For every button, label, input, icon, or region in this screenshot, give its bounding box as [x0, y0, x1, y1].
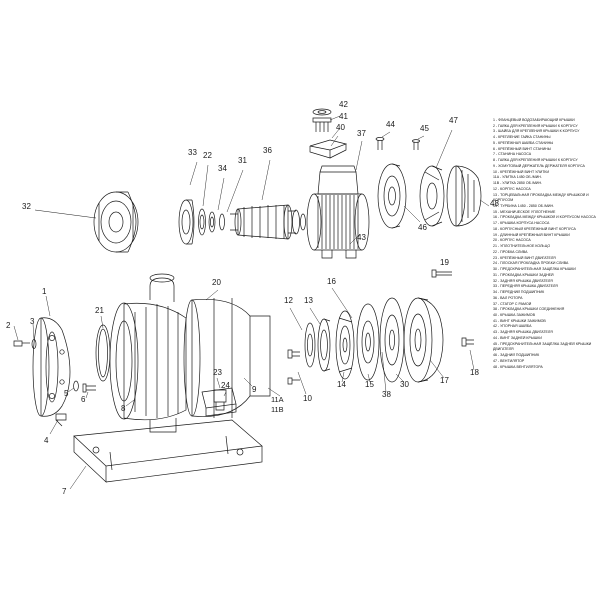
legend-item: 30 - ПРЕДОХРАНИТЕЛЬНАЯ ЗАЩЁЛКА КРЫШКИ	[493, 267, 576, 272]
legend-item: 22 - ПРОБКА СЛИВА	[493, 249, 528, 254]
callout-2: 2	[6, 321, 11, 330]
callout-6: 6	[81, 395, 86, 404]
legend-item: 18 - КОРПУСНЫЙ КРЕПЁЖНЫЙ ВИНТ КОРПУСА	[493, 226, 576, 231]
legend-item: 2 - ГАЙКА ДЛЯ КРЕПЛЕНИЯ КРЫШКИ К КОРПУСУ	[493, 123, 578, 128]
callout-3: 3	[30, 317, 35, 326]
callout-20: 20	[212, 278, 221, 287]
part-22-bearing-washer	[199, 209, 206, 235]
callout-22: 22	[203, 151, 212, 160]
callout-30: 30	[400, 380, 409, 389]
legend-item: 47 - ВЕНТИЛЯТОР	[493, 358, 525, 363]
callout-15: 15	[365, 380, 374, 389]
legend-item: 44 - ВИНТ ЗАДНЕЙ КРЫШКИ	[493, 335, 542, 340]
legend-item: 23 - КРЕПЁЖНЫЙ ВИНТ ДВИГАТЕЛЯ	[493, 255, 556, 260]
callout-41: 41	[339, 112, 348, 121]
part-46-rear-bearing-cover	[378, 164, 406, 228]
legend-item: 45 - ПРЕДОХРАНИТЕЛЬНАЯ ЗАЩЁЛКА ЗАДНЕЙ КРЫШКИ ДВИГАТЕЛЯ	[493, 341, 592, 352]
callout-48: 48	[490, 199, 499, 208]
legend-item: 24 - ПЛОСКАЯ ПРОКЛАДКА ПРОБКИ СЛИВА	[493, 261, 569, 266]
legend-item: 42 - УПОРНАЯ ШАЙБА	[493, 324, 532, 329]
part-6-base-screw	[83, 384, 96, 392]
part-13-face-gasket	[318, 319, 330, 371]
legend-item: 31 - ПРОКЛАДКА КРЫШКИ ЗАДНЕЙ	[493, 272, 554, 277]
callout-36: 36	[263, 146, 272, 155]
legend-item: 3 - ШАЙБА ДЛЯ КРЕПЛЕНИЯ КРЫШКИ К КОРПУСУ	[493, 129, 580, 134]
part-1-flange-cover	[33, 318, 70, 417]
legend-item: 7 - СТАНИНА НАСОСА	[493, 152, 532, 157]
callout-4: 4	[44, 436, 49, 445]
legend-item: 32 - ЗАДНЯЯ КРЫШКА ДВИГАТЕЛЯ	[493, 278, 553, 283]
part-18-cover-screw	[462, 338, 474, 346]
legend-item: 10 - КРЕПЁЖНЫЙ ВИНТ УЛИТКИ	[493, 169, 550, 174]
legend-item: 41 - ВИНТ КРЫШКИ ЗАЖИМОВ	[493, 318, 546, 323]
legend-item: 4 - КРЕПЛЕНИЕ ГАЙКА СТАНИНЫ	[493, 135, 551, 140]
part-10-volute-screw	[288, 350, 300, 384]
callout-9: 9	[252, 385, 257, 394]
part-5-base-washer	[74, 381, 79, 391]
legend-item: 5 - КРЕПЁЖНАЯ ШАЙБА СТАНИНЫ	[493, 140, 554, 145]
part-37-stator-frame	[307, 166, 369, 258]
legend-item: 46 - ЗАДНИЙ ПОДШИПНИК	[493, 353, 540, 358]
legend-item: 40 - КРЫШКА ЗАЖИМОВ	[493, 312, 535, 317]
callout-38: 38	[382, 390, 391, 399]
callout-10: 10	[303, 394, 312, 403]
callout-7: 7	[62, 487, 67, 496]
callout-34: 34	[218, 164, 227, 173]
part-19-long-cover-screw	[432, 270, 452, 277]
callout-43: 43	[357, 233, 366, 242]
legend-item: 17 - КРЫШКА КОРПУСА НАСОСА	[493, 221, 550, 226]
callout-33: 33	[188, 148, 197, 157]
callout-47: 47	[449, 116, 458, 125]
legend-item: 34 - ПЕРЕДНИЙ ПОДШИПНИК	[493, 290, 545, 295]
part-34-front-bearing	[209, 212, 215, 232]
part-7-pump-base	[74, 420, 262, 482]
legend-item: 48 - КРЫШКА ВЕНТИЛЯТОРА	[493, 364, 543, 369]
legend-item: 11B - УЛИТКА 2850 ОБ./МИН.	[493, 181, 543, 186]
callout-17: 17	[440, 376, 449, 385]
part-32-rear-motor-cover	[94, 192, 138, 252]
callout-40: 40	[336, 123, 345, 132]
callout-21: 21	[95, 306, 104, 315]
legend-item: 1 - ФЛАНЦЕВЫЙ ВОДОЗАБИРАЮЩИЙ КРЫШКИ	[493, 118, 575, 122]
part-21-sealing-ring	[96, 325, 110, 381]
callout-11a: 11A	[271, 395, 284, 404]
legend-item: 9 - ХОМУТОВЫЙ ДЕРЖАТЕЛЬ ДЕРЖАТЕЛЯ КОРПУСА	[493, 163, 585, 168]
callout-24: 24	[221, 381, 230, 390]
callout-46: 46	[418, 223, 427, 232]
part-20-volute-shell	[184, 298, 270, 418]
part-14-turbine-impeller	[336, 311, 354, 379]
callout-1: 1	[42, 287, 47, 296]
callout-23: 23	[213, 368, 222, 377]
part-33-front-motor-cover	[179, 200, 194, 244]
legend-item: 38 - ПРОКЛАДКА КРЫШКИ СОЕДИНЕНИЯ	[493, 307, 565, 312]
part-15-mechanical-seal	[357, 304, 379, 380]
legend-item: 33 - ПЕРЕДНЯЯ КРЫШКА ДВИГАТЕЛЯ	[493, 284, 558, 289]
legend-item: 36 - ВАЛ РОТОРА	[493, 295, 523, 300]
callout-31: 31	[238, 156, 247, 165]
callout-18: 18	[470, 368, 479, 377]
callout-14: 14	[337, 380, 346, 389]
part-12-pump-body	[305, 323, 315, 367]
legend-item: 11A - УЛИТКА 1450 ОБ./МИН.	[493, 175, 542, 180]
legend-item: 37 - СТАТОР С РАМОЙ	[493, 301, 532, 306]
legend-item: 13 - ТОРЦЕВАЛЬНАЯ ПРОКЛАДКА МЕЖДУ КРЫШКОЙ И КОРПУСОМ	[493, 192, 589, 203]
legend-item: 14 - ТУРБИНА 1450 - 2850 ОБ./МИН.	[493, 204, 555, 209]
part-42-thrust-washer	[313, 109, 331, 115]
callout-37: 37	[357, 129, 366, 138]
part-45-rear-safety-latch	[412, 140, 419, 150]
part-41-terminal-cover-screw	[313, 118, 331, 132]
part-2-cover-nut	[14, 341, 30, 346]
callout-12: 12	[284, 296, 293, 305]
legend-item: 6 - КРЕПЁЖНЫЙ ВИНТ СТАНИНЫ	[493, 146, 551, 151]
legend-item: 20 - КОРПУС НАСОСА	[493, 238, 531, 243]
part-36-rotor-shaft	[230, 205, 306, 239]
part-4-base-nut	[56, 414, 66, 426]
legend-item: 8 - ГАЙКА ДЛЯ КРЕПЛЕНИЯ КРЫШКИ К КОРПУСУ	[493, 158, 578, 163]
legend-item: 19 - ДЛИННЫЙ КРЕПЁЖНЫЙ ВИНТ КРЫШКИ	[493, 232, 570, 237]
legend-item: 15 - МЕХАНИЧЕСКОЕ УПЛОТНЕНИЕ	[493, 209, 556, 214]
part-40-terminal-cover	[310, 140, 346, 158]
parts-legend	[493, 118, 599, 370]
legend-item: 21 - УПЛОТНИТЕЛЬНОЕ КОЛЬЦО	[493, 244, 551, 249]
callout-45: 45	[420, 124, 429, 133]
part-48-fan-cover	[447, 166, 481, 226]
part-44-rear-cover-screw	[376, 137, 384, 150]
callout-19: 19	[440, 258, 449, 267]
callout-5: 5	[64, 389, 69, 398]
callout-42: 42	[339, 100, 348, 109]
callout-44: 44	[386, 120, 395, 129]
legend-item: 43 - ЗАДНЯЯ КРЫШКА ДВИГАТЕЛЯ	[493, 330, 553, 335]
callout-8: 8	[121, 404, 126, 413]
part-31-rear-cover-gasket	[220, 214, 225, 230]
legend-item: 16 - ПРОКЛАДКА МЕЖДУ КРЫШКОЙ И КОРПУСОМ НАСОСА	[493, 215, 596, 220]
callout-32: 32	[22, 202, 31, 211]
callout-11b: 11B	[271, 405, 284, 414]
callout-16: 16	[327, 277, 336, 286]
part-47-fan	[420, 166, 444, 226]
legend-item: 12 - КОРПУС НАСОСА	[493, 186, 531, 191]
callout-13: 13	[304, 296, 313, 305]
